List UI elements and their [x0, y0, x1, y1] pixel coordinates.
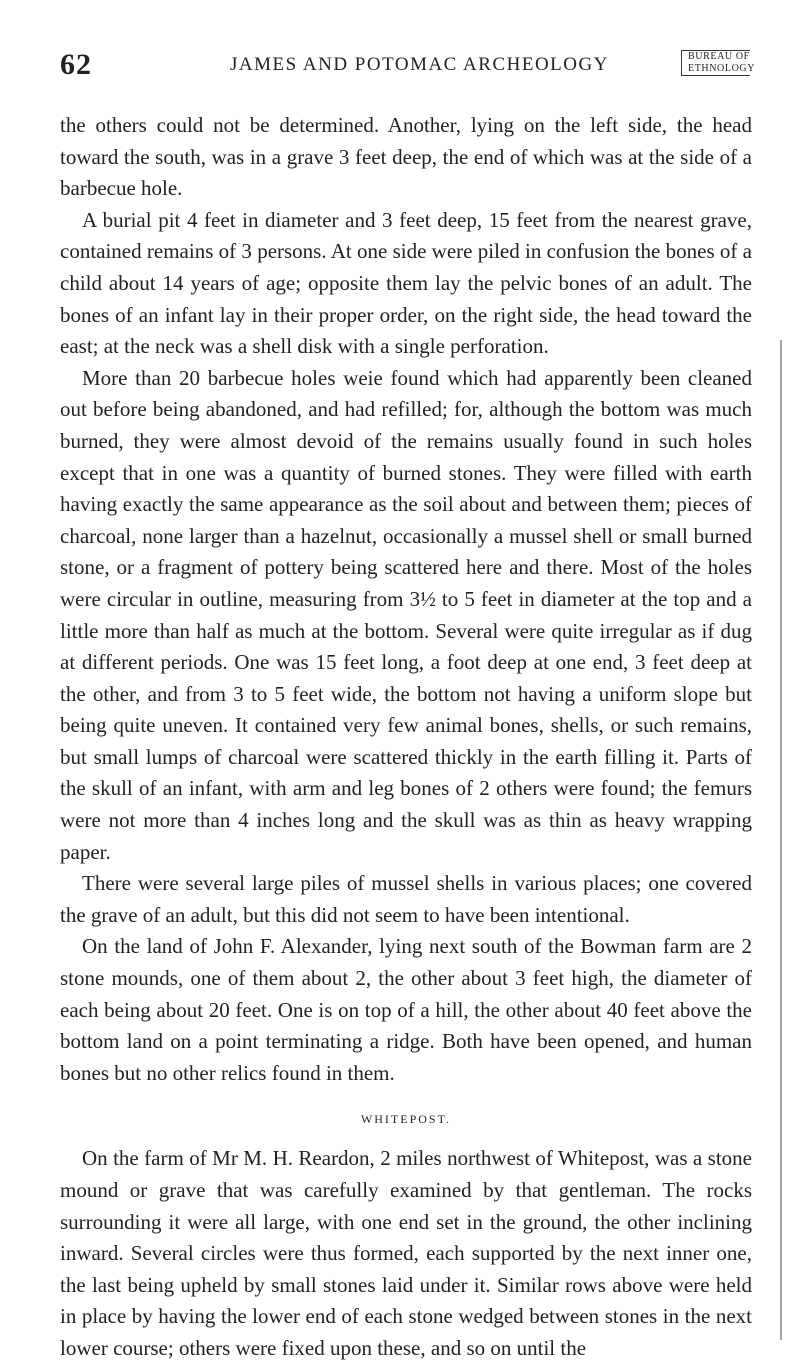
bureau-label-line2: ETHNOLOGY [688, 63, 756, 74]
page-number: 62 [60, 48, 92, 81]
paragraph-barbecue-holes: More than 20 barbecue holes weie found which had apparently been cleaned out before being abandoned, and had refilled; for, although the bottom was much burned, they were almost devoid of the remains usually found in such holes except that in one was a quantity of burned stones. They were filled with earth having exactly the same appearance as the soil about and between them; pieces of charcoal, none larger than a hazelnut, occasionally a mussel shell or small burned stone, or a fragment of pottery being scattered here and there. Most of the holes were circular in outline, measuring from 3½ to 5 feet in diameter at the top and a little more than half as much at the bottom. Several were quite irregular as if dug at different periods. One was 15 feet long, a foot deep at one end, 3 feet deep at the other, and from 3 to 5 feet wide, the bottom not having a uniform slope but being quite uneven. It contained very few animal bones, shells, or such remains, but small lumps of charcoal were scattered thickly in the earth filling it. Parts of the skull of an infant, with arm and leg bones of 2 others were found; the femurs were not more than 4 inches long and the skull was as thin as heavy wrapping paper. [60, 365, 752, 864]
section-heading-whitepost: WHITEPOST. [360, 1112, 452, 1127]
page-edge-shadow [774, 340, 782, 1340]
bureau-label [681, 50, 756, 76]
paragraph-mussel-shells: There were several large piles of mussel shells in various places; one covered the grave of an adult, but this did not seem to have been intentional. [60, 871, 752, 927]
bureau-label-line1: BUREAU OF [688, 51, 750, 62]
body-text [60, 110, 752, 1365]
page-header [60, 48, 756, 88]
paragraph-alexander-land: On the land of John F. Alexander, lying next south of the Bowman farm are 2 stone mounds, one of them about 2, the other about 3 feet high, the diameter of each being about 20 feet. One is on top of a hill, the other about 40 feet above the bottom land on a point terminating a ridge. Both have been opened, and human bones but no other relics found in them. [60, 934, 752, 1085]
running-title: JAMES AND POTOMAC ARCHEOLOGY [230, 54, 609, 75]
paragraph-reardon-farm: On the farm of Mr M. H. Reardon, 2 miles northwest of Whitepost, was a stone mound or grave that was carefully examined by that gentleman. The rocks surrounding it were all large, with one end set in the ground, the other inclining inward. Several circles were thus formed, each supported by the next inner one, the last being upheld by small stones laid under it. Similar rows above were held in place by having the lower end of each stone wedged between stones in the next lower course; others were fixed upon these, and so on until the [60, 1146, 752, 1360]
paragraph-burial-pit: A burial pit 4 feet in diameter and 3 feet deep, 15 feet from the nearest grave, contained remains of 3 persons. At one side were piled in confusion the bones of a child about 14 years of age; opposite them lay the pelvic bones of an adult. The bones of an infant lay in their proper order, on the right side, the head toward the east; at the neck was a shell disk with a single perforation. [60, 207, 752, 359]
paragraph-continuation: the others could not be determined. Another, lying on the left side, the head toward the south, was in a grave 3 feet deep, the end of which was at the side of a barbecue hole. [60, 113, 752, 201]
